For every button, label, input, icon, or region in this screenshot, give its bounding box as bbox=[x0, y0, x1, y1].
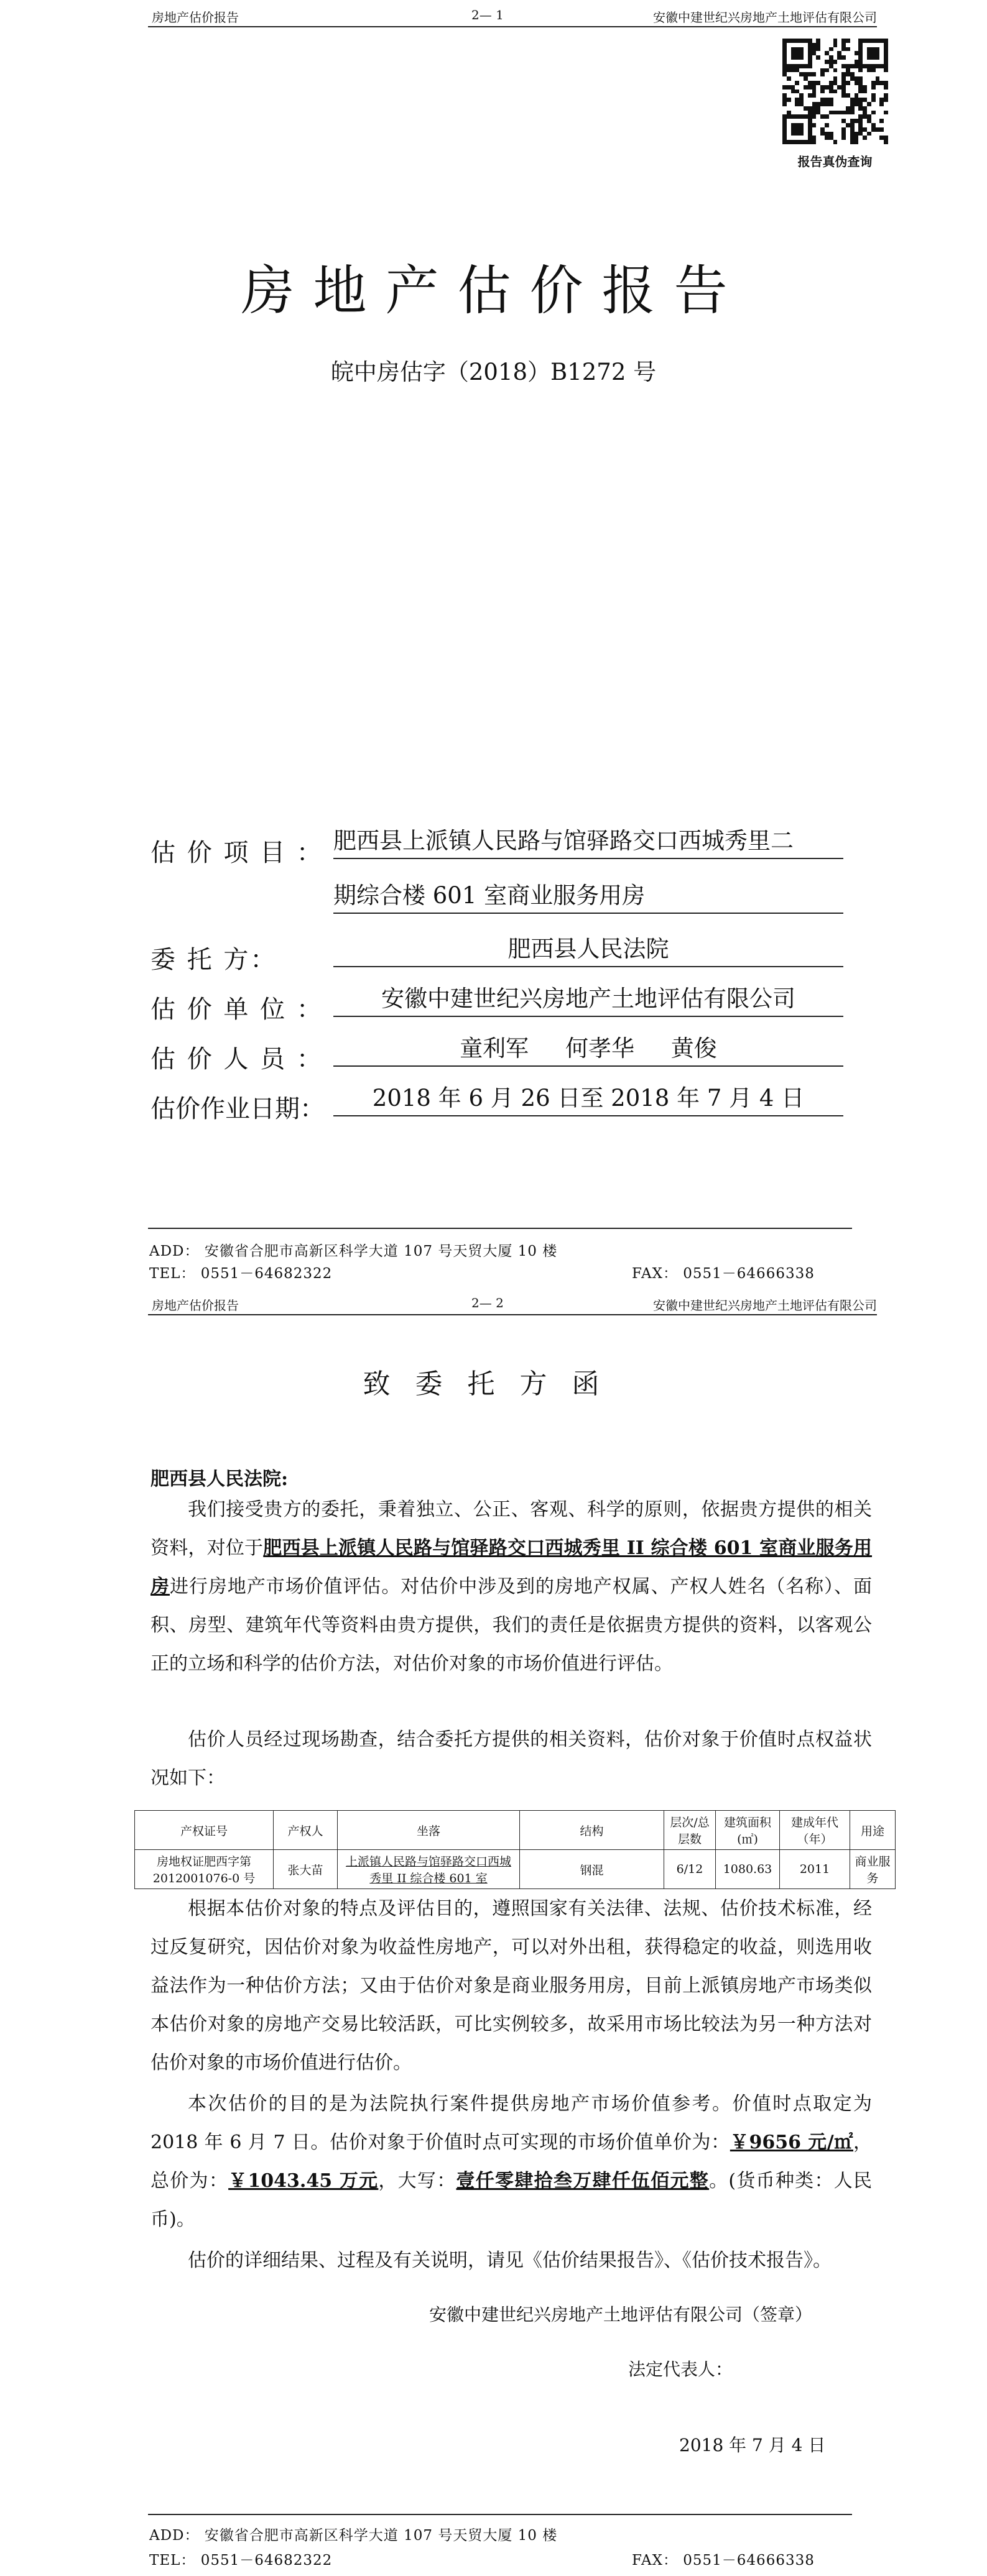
table-header-cell: 产权人 bbox=[274, 1811, 338, 1850]
project-label: 估 价 项 目 ： bbox=[151, 839, 323, 867]
p4-text-c: ，大写： bbox=[378, 2170, 456, 2192]
appraisers-value: 童利军 何孝华 黄俊 bbox=[333, 1032, 843, 1067]
table-cell: 6/12 bbox=[664, 1850, 716, 1889]
table-cell: 房地权证肥西字第2012001076-0 号 bbox=[135, 1850, 274, 1889]
appraisers-label: 估 价 人 员 ： bbox=[151, 1045, 323, 1074]
footer-fax: FAX： 0551－64666338 bbox=[632, 1266, 815, 1282]
page2-header bbox=[148, 1288, 877, 1315]
salutation: 肥西县人民法院: bbox=[151, 1468, 289, 1490]
total-price-uppercase: 壹仟零肆拾叁万肆仟伍佰元整 bbox=[456, 2170, 710, 2192]
unit-price: ￥9656 元/㎡ bbox=[730, 2132, 853, 2153]
footer-tel: TEL： 0551－64682322 bbox=[149, 2552, 333, 2569]
total-price: ￥1043.45 万元 bbox=[228, 2170, 379, 2192]
table-header-cell: 坐落 bbox=[338, 1811, 520, 1850]
p1-text-a: 我们接受贵方的委托，秉着独立、公正、客观、科学的原则，依据贵方提供的相关资料，对位于 bbox=[151, 1499, 872, 1559]
table-cell: 1080.63 bbox=[716, 1850, 780, 1889]
table-header-cell: 建筑面积(㎡) bbox=[716, 1811, 780, 1850]
paragraph-commission bbox=[151, 1491, 872, 1683]
report-title: 房地产估价报告 bbox=[241, 260, 746, 322]
property-address: 肥西县上派镇人民路与馆驿路交口西城秀里 II 综合楼 601 室商业服务用房 bbox=[151, 1537, 873, 1598]
table-cell: 商业服务 bbox=[850, 1850, 896, 1889]
document-number: 皖中房估字（2018）B1272 号 bbox=[330, 359, 657, 385]
table-cell: 2011 bbox=[780, 1850, 850, 1889]
table-cell: 张大苗 bbox=[274, 1850, 338, 1889]
paragraph-reference: 估价的详细结果、过程及有关说明，请见《估价结果报告》、《估价技术报告》。 bbox=[188, 2250, 832, 2271]
letter-title: 致委托方函 bbox=[363, 1368, 624, 1400]
header-company: 安徽中建世纪兴房地产土地评估有限公司 bbox=[653, 1298, 877, 1313]
footer-tel: TEL： 0551－64682322 bbox=[149, 1266, 333, 1282]
signature-date: 2018 年 7 月 4 日 bbox=[679, 2435, 826, 2455]
footer-divider bbox=[148, 2514, 852, 2515]
appraiser-org-value: 安徽中建世纪兴房地产土地评估有限公司 bbox=[333, 982, 843, 1017]
table-row bbox=[135, 1850, 896, 1889]
table-cell: 上派镇人民路与馆驿路交口西城秀里 II 综合楼 601 室 bbox=[338, 1850, 520, 1889]
header-left-title: 房地产估价报告 bbox=[152, 1298, 239, 1313]
footer-fax: FAX： 0551－64666338 bbox=[632, 2552, 815, 2569]
page1-header bbox=[148, 0, 877, 27]
table-header-row bbox=[135, 1811, 896, 1850]
project-value-line2: 期综合楼 601 室商业服务用房 bbox=[333, 879, 843, 914]
header-page-number: 2— 2 bbox=[471, 1295, 504, 1310]
table-header-cell: 用途 bbox=[850, 1811, 896, 1850]
table-header-cell: 产权证号 bbox=[135, 1811, 274, 1850]
project-value-line1: 肥西县上派镇人民路与馆驿路交口西城秀里二 bbox=[333, 824, 843, 859]
p4-text-b: ，总价为： bbox=[151, 2132, 872, 2192]
paragraph-inspection: 估价人员经过现场勘查，结合委托方提供的相关资料，估价对象于价值时点权益状况如下： bbox=[151, 1729, 872, 1789]
client-label: 委 托 方： bbox=[151, 945, 277, 974]
footer-address: ADD： 安徽省合肥市高新区科学大道 107 号天贸大厦 10 楼 bbox=[149, 1243, 558, 1259]
appraiser-org-label: 估 价 单 位 ： bbox=[151, 995, 323, 1024]
paragraph-valuation bbox=[151, 2085, 872, 2239]
footer-divider bbox=[148, 1228, 852, 1229]
p4-text-d: 。(货币种类：人民币)。 bbox=[151, 2170, 872, 2230]
work-date-value: 2018 年 6 月 26 日至 2018 年 7 月 4 日 bbox=[333, 1082, 843, 1116]
table-cell: 钢混 bbox=[520, 1850, 664, 1889]
table-header-cell: 层次/总层数 bbox=[664, 1811, 716, 1850]
header-left-title: 房地产估价报告 bbox=[152, 10, 239, 25]
header-company: 安徽中建世纪兴房地产土地评估有限公司 bbox=[653, 10, 877, 25]
qr-code-icon bbox=[782, 39, 888, 144]
p4-text-a: 本次估价的目的是为法院执行案件提供房地产市场价值参考。价值时点取定为 2018 年 6 月 7 日。估价对象于价值时点可实现的市场价值单价为： bbox=[151, 2093, 872, 2153]
signature-company: 安徽中建世纪兴房地产土地评估有限公司（签章） bbox=[429, 2304, 813, 2325]
paragraph-methodology: 根据本估价对象的特点及评估目的，遵照国家有关法律、法规、估价技术标准，经过反复研究，因估价对象为收益性房地产，可以对外出租，获得稳定的收益，则选用收益法作为一种估价方法；又由于估价对象是商业服务用房，目前上派镇房地产市场类似本估价对象的房地产交易比较活跃，可比实例较多，故采用市场比较法为另一种方法对估价对象的市场价值进行估价。 bbox=[151, 1898, 872, 2074]
p1-text-c: 进行房地产市场价值评估。对估价中涉及到的房地产权属、产权人姓名（名称）、面积、房型、建筑年代等资料由贵方提供，我们的责任是依据贵方提供的资料，以客观公正的立场和科学的估价方法，对估价对象的市场价值进行评估。 bbox=[151, 1576, 873, 1675]
work-date-label: 估价作业日期： bbox=[151, 1095, 325, 1123]
signature-representative: 法定代表人： bbox=[628, 2359, 733, 2380]
footer-address: ADD： 安徽省合肥市高新区科学大道 107 号天贸大厦 10 楼 bbox=[149, 2528, 558, 2544]
table-header-cell: 结构 bbox=[520, 1811, 664, 1850]
header-page-number: 2— 1 bbox=[471, 7, 504, 22]
property-table bbox=[134, 1810, 896, 1889]
qr-caption: 报告真伪查询 bbox=[797, 154, 873, 169]
table-header-cell: 建成年代（年） bbox=[780, 1811, 850, 1850]
client-value: 肥西县人民法院 bbox=[333, 932, 843, 967]
